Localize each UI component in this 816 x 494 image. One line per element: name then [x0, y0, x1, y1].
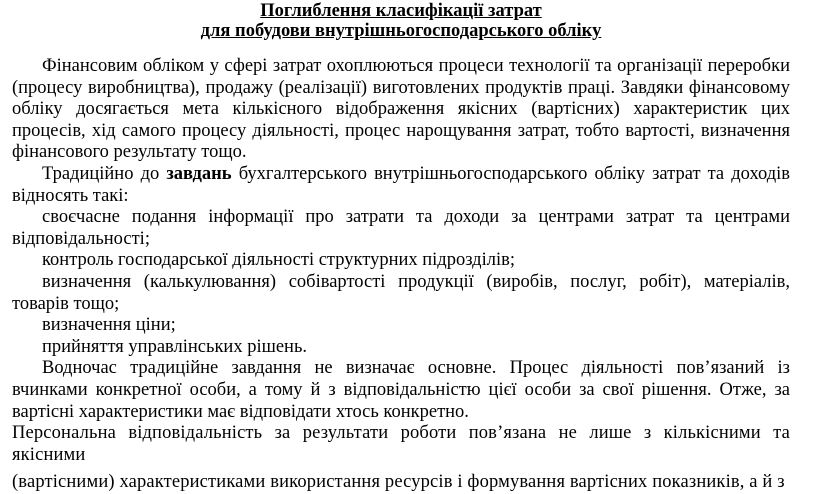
tasks-intro-end: бухгалтерського внутрішньогосподарського обліку затрат та доходів відносять такі:: [12, 163, 790, 206]
tasks-intro-start: Традиційно до: [42, 163, 167, 184]
list-item: прийняття управлінських рішень.: [42, 336, 308, 357]
list-item: контроль господарської діяльності структурних підрозділів;: [42, 250, 515, 271]
paragraph-responsibility: Водночас традиційне завдання не визначає основне. Процес діяльності пов’язаний із вчинками конкретної особи, а тому й з відповідальністю цієї особи за свої рішення. Отже, за вартісні характеристики має відповідати хтось конкретно.: [12, 358, 790, 422]
document-subtitle: для побудови внутрішньогосподарського обліку: [200, 21, 602, 41]
list-item: своєчасне подання інформації про затрати та доходи за центрами затрат та центрами відповідальності;: [12, 207, 790, 249]
list-item: визначення ціни;: [42, 315, 176, 336]
paragraph-tasks-intro: [12, 164, 790, 207]
tasks-keyword: завдань: [166, 163, 232, 184]
paragraph-personal-responsibility-line2: (вартісними) характеристиками використання ресурсів і формування вартісних показників, а й з: [12, 472, 785, 493]
paragraph-financial-accounting: Фінансовим обліком у сфері затрат охоплюються процеси технології та організації переробки (процесу виробництва), продажу (реалізації) виготовлених продуктів праці. Завдяки фінансовому обліку досягається мета кількісного відображення якісних (вартісних) характеристик цих процесів, хід самого процесу діяльності, процес нарощування затрат, тобто вартості, визначення фінансового результату тощо.: [12, 56, 790, 163]
paragraph-personal-responsibility-line1: Персональна відповідальність за результати роботи пов’язана не лише з кількісними та якісними: [12, 423, 790, 465]
list-item: визначення (калькулювання) собівартості продукції (виробів, послуг, робіт), матеріалів, товарів тощо;: [12, 271, 790, 314]
document-body: [12, 56, 790, 494]
document-title: Поглиблення класифікації затрат: [260, 1, 542, 21]
